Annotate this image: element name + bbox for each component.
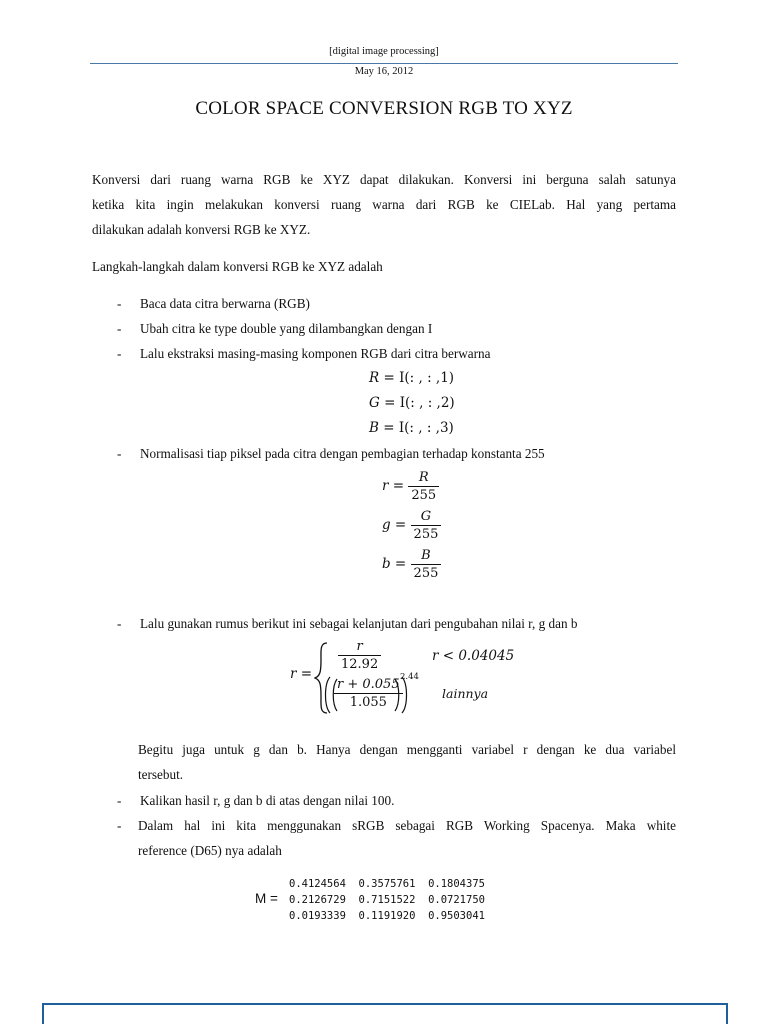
- piecewise-formula: [290, 638, 550, 718]
- footer-rule: [42, 1003, 728, 1005]
- list-dash: -: [117, 296, 122, 311]
- list-dash: -: [117, 793, 122, 808]
- step-item: Baca data citra berwarna (RGB): [140, 296, 310, 311]
- step-item: Normalisasi tiap piksel pada citra dengan pembagian terhadap konstanta 255: [140, 446, 545, 461]
- equation-b: B = I(: , : ,3): [369, 420, 454, 436]
- case2-exponent: 2.44: [400, 672, 419, 682]
- step-item-working-space: [138, 813, 676, 863]
- case2-condition: lainnya: [442, 686, 489, 701]
- intro-line: ketika kita ingin melakukan konversi ruang warna dari RGB ke CIELab. Hal yang pertama: [92, 197, 676, 212]
- step-item: Kalikan hasil r, g dan b di atas dengan nilai 100.: [140, 793, 395, 808]
- step-line: reference (D65) nya adalah: [138, 843, 282, 858]
- header-rule: [90, 63, 678, 64]
- list-dash: -: [117, 446, 122, 461]
- step-item: Ubah citra ke type double yang dilambangkan dengan I: [140, 321, 433, 336]
- list-dash: -: [117, 346, 122, 361]
- norm-equation-r: r = $\frac{R}{255}$: [382, 469, 439, 504]
- after-line: tersebut.: [138, 767, 184, 782]
- equation-r: R = I(: , : ,1): [369, 370, 455, 386]
- footer-left-edge: [42, 1003, 44, 1024]
- header-date: May 16, 2012: [354, 66, 414, 77]
- steps-intro: Langkah-langkah dalam konversi RGB ke XYZ adalah: [92, 259, 383, 274]
- running-header: [digital image processing]: [329, 46, 439, 57]
- intro-paragraph: [92, 167, 676, 242]
- norm-equation-g: g = $\frac{G}{255}$: [382, 508, 441, 543]
- case2-fraction: $\frac{r + 0.055}{1.055}$: [334, 676, 403, 711]
- case1-fraction: $\frac{r}{12.92}$: [338, 638, 381, 673]
- list-dash: -: [117, 818, 122, 833]
- list-dash: -: [117, 321, 122, 336]
- after-paragraph: [138, 737, 676, 787]
- matrix-row: 0.4124564 0.3575761 0.1804375: [289, 878, 485, 890]
- case1-condition: r < 0.04045: [432, 648, 515, 664]
- matrix-row: 0.0193339 0.1191920 0.9503041: [289, 910, 485, 922]
- intro-line: Konversi dari ruang warna RGB ke XYZ dapat dilakukan. Konversi ini berguna salah satunya: [92, 172, 676, 187]
- list-dash: -: [117, 616, 122, 631]
- step-line: Dalam hal ini kita menggunakan sRGB sebagai RGB Working Spacenya. Maka white: [138, 818, 676, 833]
- step-item: Lalu gunakan rumus berikut ini sebagai kelanjutan dari pengubahan nilai r, g dan b: [140, 616, 578, 631]
- document-title: COLOR SPACE CONVERSION RGB TO XYZ: [195, 98, 573, 119]
- equation-g: G = I(: , : ,2): [369, 395, 455, 411]
- piecewise-lhs: r =: [290, 666, 313, 682]
- footer-right-edge: [726, 1003, 728, 1024]
- matrix-label: M =: [255, 891, 278, 906]
- norm-equation-b: b = $\frac{B}{255}$: [382, 547, 441, 582]
- matrix-row: 0.2126729 0.7151522 0.0721750: [289, 894, 485, 906]
- intro-line: dilakukan adalah konversi RGB ke XYZ.: [92, 222, 311, 237]
- after-line: Begitu juga untuk g dan b. Hanya dengan mengganti variabel r dengan ke dua variabel: [138, 742, 676, 757]
- step-item: Lalu ekstraksi masing-masing komponen RGB dari citra berwarna: [140, 346, 491, 361]
